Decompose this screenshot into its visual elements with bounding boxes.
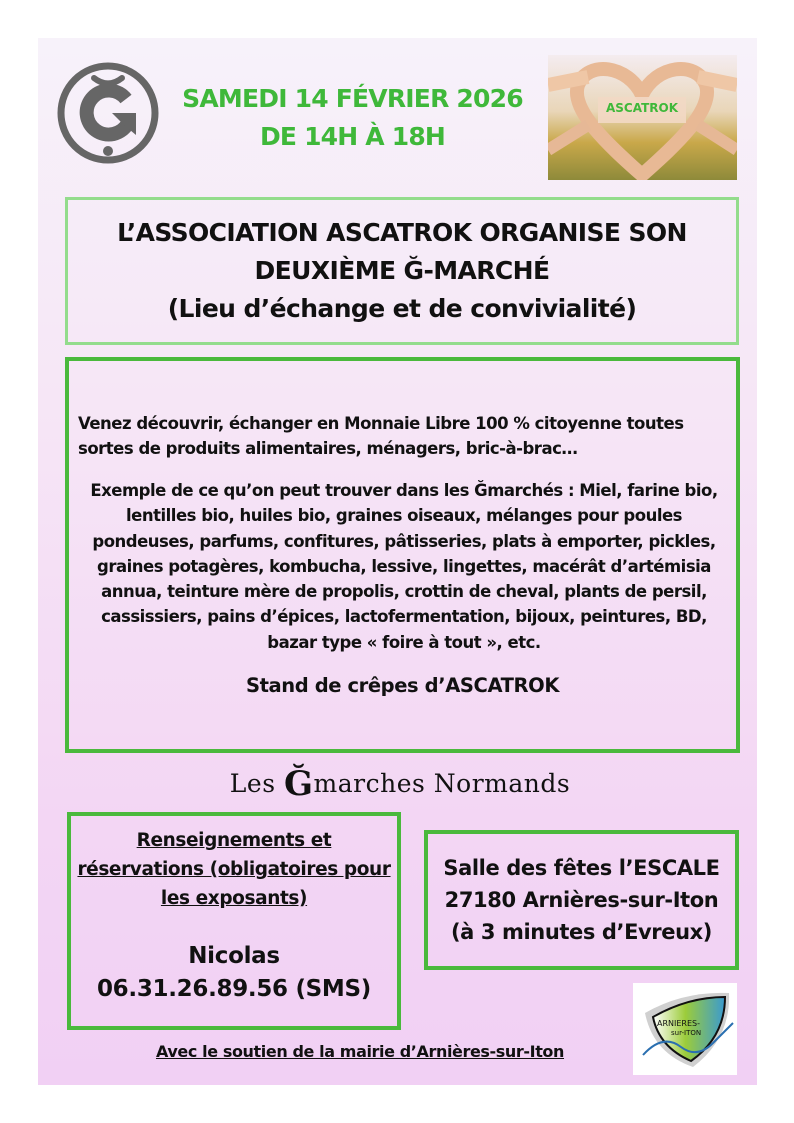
contact-phone: 06.31.26.89.56 (SMS): [96, 976, 372, 1002]
town-logo-line-2: sur-ITON: [671, 1029, 702, 1037]
intro-text: Venez découvrir, échanger en Monnaie Libre 100 % citoyenne toutes sortes de produits alimentaires, ménagers, bric-à-brac…: [78, 414, 684, 458]
ascatrok-label: ASCATROK: [605, 101, 679, 115]
description-box: [65, 357, 740, 753]
gmarches-normands-banner: [200, 764, 600, 804]
location-box: [424, 830, 739, 970]
title-box: [65, 197, 739, 345]
g1-currency-logo-icon: [56, 61, 160, 165]
title-line-2: DEUXIÈME Ğ-MARCHÉ: [254, 256, 550, 285]
banner-rest: marches Normands: [313, 769, 571, 798]
title-line-1: L’ASSOCIATION ASCATROK ORGANISE SON: [117, 218, 687, 247]
event-date-block: [165, 80, 540, 156]
contact-name: Nicolas: [188, 943, 280, 969]
support-text: Avec le soutien de la mairie d’Arnières-sur-Iton: [155, 1042, 565, 1061]
location-line-1: Salle des fêtes l’ESCALE: [443, 856, 720, 880]
event-time: DE 14H À 18H: [259, 122, 446, 151]
town-logo-line-1: ARNIERES-: [657, 1019, 701, 1028]
info-box: [67, 812, 401, 1030]
arnieres-sur-iton-logo: [633, 983, 737, 1075]
examples-text: Exemple de ce qu’on peut trouver dans les Ğmarchés : Miel, farine bio, lentilles bio, huiles bio, graines oiseaux, mélanges pour poules pondeuses, parfums, confitures, pâtisseries, plats à emporter, pickles, graines potagères, kombucha, lessive, lingettes, macérât d’artémisia annua, teinture mère de propolis, crottin de cheval, plants de persil, cassissiers, pains d’épices, lactofermentation, bijoux, peintures, BD, bazar type « foire à tout », etc.: [90, 481, 718, 652]
heart-hands-image: [548, 55, 737, 180]
banner-g: Ğ: [283, 764, 314, 804]
title-line-3: (Lieu d’échange et de convivialité): [167, 294, 637, 323]
location-line-2: 27180 Arnières-sur-Iton: [444, 888, 719, 912]
crepes-stand-text: Stand de crêpes d’ASCATROK: [245, 674, 560, 697]
info-title: Renseignements et réservations (obligatoires pour les exposants): [77, 830, 391, 909]
location-line-3: (à 3 minutes d’Evreux): [450, 920, 712, 944]
banner-prefix: Les: [229, 769, 284, 798]
event-date: SAMEDI 14 FÉVRIER 2026: [182, 84, 523, 113]
contact-block: [71, 940, 397, 1006]
